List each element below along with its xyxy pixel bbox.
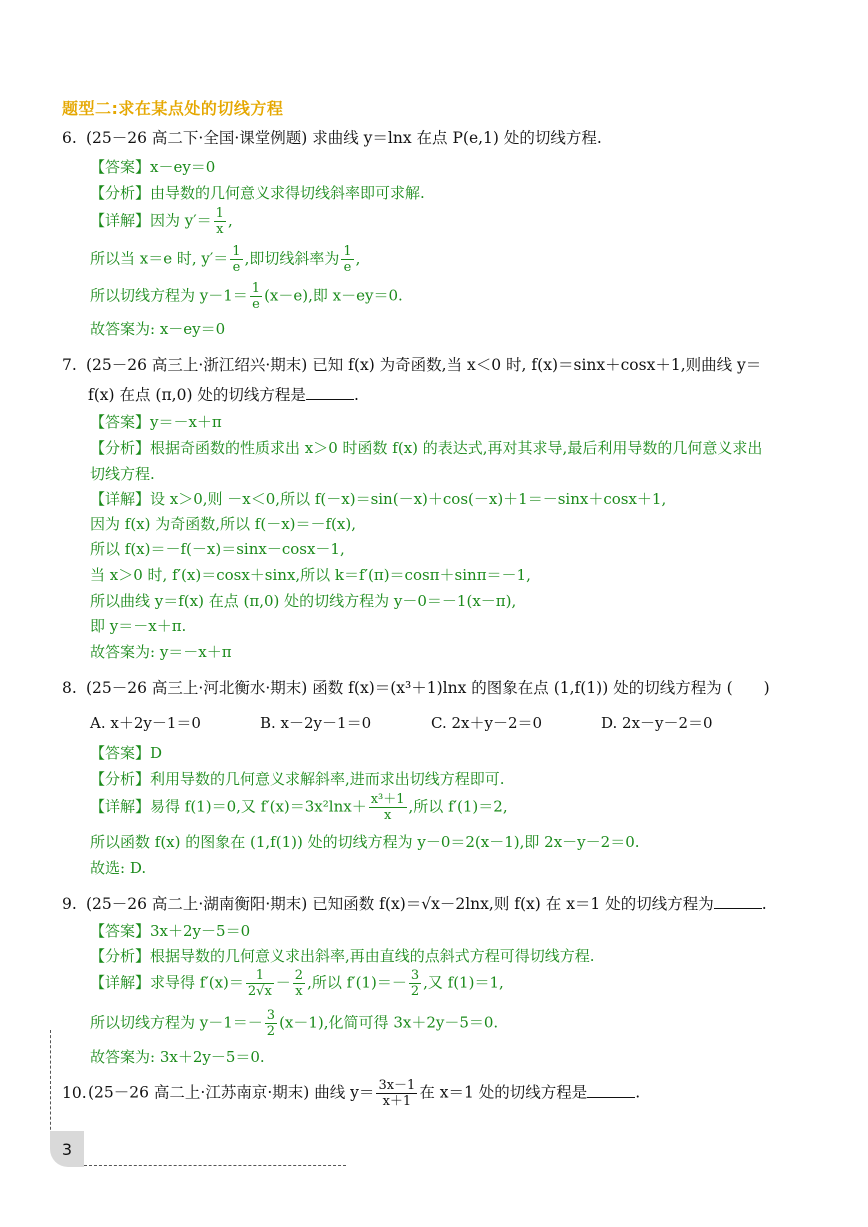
detail-line: 【详解】易得 f(1)＝0,又 f′(x)＝3x²lnx＋ $\frac{\text{x³＋1}}{x}$ ,所以 f′(1)＝2, (90, 792, 508, 823)
question-6 (62, 126, 602, 148)
dashed-margin-line (50, 1030, 51, 1140)
detail-line: 故答案为: 3x＋2y－5＝0. (90, 1048, 265, 1066)
fraction: $\frac{1}{e}$ (343, 244, 352, 275)
detail-line: 所以 f(x)＝－f(－x)＝sinx－cosx－1, (90, 540, 345, 558)
question-number: 6. (62, 129, 77, 147)
option-d: D. 2x－y－2＝0 (601, 714, 713, 732)
question-number: 9. (62, 895, 77, 913)
fraction: $\frac{1}{x}$ (215, 206, 224, 237)
analysis: 【分析】利用导数的几何意义求解斜率,进而求出切线方程即可. (90, 770, 505, 788)
option-a: A. x＋2y－1＝0 (90, 714, 201, 732)
page-number: 3 (50, 1131, 84, 1167)
detail-line: 因为 f(x) 为奇函数,所以 f(－x)＝－f(x), (90, 515, 356, 533)
fraction: $\frac{\text{x³＋1}}{x}$ (370, 792, 405, 823)
detail-line: 故选: D. (90, 859, 147, 877)
detail-line: 【详解】设 x＞0,则 －x＜0,所以 f(－x)＝sin(－x)＋cos(－x)＋1＝－sinx＋cosx＋1, (90, 490, 667, 508)
detail-line: 所以当 x＝e 时, y′＝ $\frac{1}{e}$ ,即切线斜率为 $\frac{1}{e}$ , (90, 244, 361, 275)
question-number: 8. (62, 679, 77, 697)
question-stem: (25－26 高二下·全国·课堂例题) 求曲线 y＝lnx 在点 P(e,1) 处的切线方程. (86, 129, 602, 147)
fraction: $\frac{1}{e}$ (232, 244, 241, 275)
detail-line: 即 y＝－x＋π. (90, 617, 187, 635)
fraction: $\frac{1}{2√x}$ (247, 968, 272, 999)
detail-line: 故答案为: x－ey＝0 (90, 320, 226, 338)
fraction: $\frac{1}{e}$ (251, 281, 261, 312)
fraction: $\frac{2}{x}$ (294, 968, 304, 999)
detail-line: 故答案为: y＝－x＋π (90, 643, 232, 661)
dashed-footer-line (84, 1165, 346, 1166)
question-stem-cont: f(x) 在点 (π,0) 处的切线方程是 . (88, 386, 359, 404)
answer: 【答案】x－ey＝0 (90, 158, 216, 176)
option-b: B. x－2y－1＝0 (260, 714, 372, 732)
question-stem: (25－26 高三上·河北衡水·期末) 函数 f(x)＝(x³＋1)lnx 的图象在点 (1,f(1)) 处的切线方程为 ( ) (86, 679, 770, 697)
answer-blank (306, 385, 354, 400)
analysis: 【分析】根据导数的几何意义求出斜率,再由直线的点斜式方程可得切线方程. (90, 947, 595, 965)
answer: 【答案】D (90, 744, 163, 762)
detail-line: 所以曲线 y＝f(x) 在点 (π,0) 处的切线方程为 y－0＝－1(x－π), (90, 592, 517, 610)
fraction: $\frac{3x-1}{x+1}$ (378, 1078, 416, 1109)
detail-line: 所以切线方程为 y－1＝－ $\frac{3}{2}$ (x－1),化简可得 3x＋2y－5＝0. (90, 1008, 499, 1039)
question-stem: (25－26 高三上·浙江绍兴·期末) 已知 f(x) 为奇函数,当 x＜0 时, f(x)＝sinx＋cosx＋1,则曲线 y＝ (86, 356, 762, 374)
analysis: 【分析】根据奇函数的性质求出 x＞0 时函数 f(x) 的表达式,再对其求导,最后利用导数的几何意义求出 (90, 439, 763, 457)
detail-line: 当 x＞0 时, f′(x)＝cosx＋sinx,所以 k＝f′(π)＝cosπ＋sinπ＝－1, (90, 566, 531, 584)
answer-blank (714, 894, 762, 909)
analysis-cont: 切线方程. (90, 465, 155, 483)
detail-line: 【详解】求导得 f′(x)＝ $\frac{1}{2√x}$ － $\frac{2}{x}$ ,所以 f′(1)＝－ $\frac{3}{2}$ ,又 f(1)＝1, (90, 968, 504, 999)
question-number: 7. (62, 356, 77, 374)
detail-line: 【详解】因为 y′＝ $\frac{1}{x}$ , (90, 206, 233, 237)
answer: 【答案】3x＋2y－5＝0 (90, 922, 251, 940)
answer: 【答案】y＝－x＋π (90, 413, 222, 431)
analysis: 【分析】由导数的几何意义求得切线斜率即可求解. (90, 184, 425, 202)
detail-line: 所以切线方程为 y－1＝ $\frac{1}{e}$ (x－e),即 x－ey＝0. (90, 281, 403, 312)
option-c: C. 2x＋y－2＝0 (431, 714, 543, 732)
question-10: 10.(25－26 高二上·江苏南京·期末) 曲线 y＝ $\frac{3x-1}{x+1}$ 在 x＝1 处的切线方程是 . (62, 1078, 641, 1109)
fraction: $\frac{3}{2}$ (266, 1008, 276, 1039)
question-number: 10. (62, 1083, 87, 1102)
fraction: $\frac{3}{2}$ (410, 968, 420, 999)
section-title: 题型二:求在某点处的切线方程 (62, 99, 284, 118)
question-stem: (25－26 高二上·湖南衡阳·期末) 已知函数 f(x)＝√x－2lnx,则 f(x) 在 x＝1 处的切线方程为 (86, 895, 714, 913)
answer-blank (587, 1083, 635, 1098)
question-7 (62, 353, 761, 375)
question-8 (62, 676, 770, 698)
detail-line: 所以函数 f(x) 的图象在 (1,f(1)) 处的切线方程为 y－0＝2(x－1),即 2x－y－2＝0. (90, 833, 640, 851)
question-9: 9. (25－26 高二上·湖南衡阳·期末) 已知函数 f(x)＝√x－2lnx,则 f(x) 在 x＝1 处的切线方程为 . (62, 895, 767, 913)
